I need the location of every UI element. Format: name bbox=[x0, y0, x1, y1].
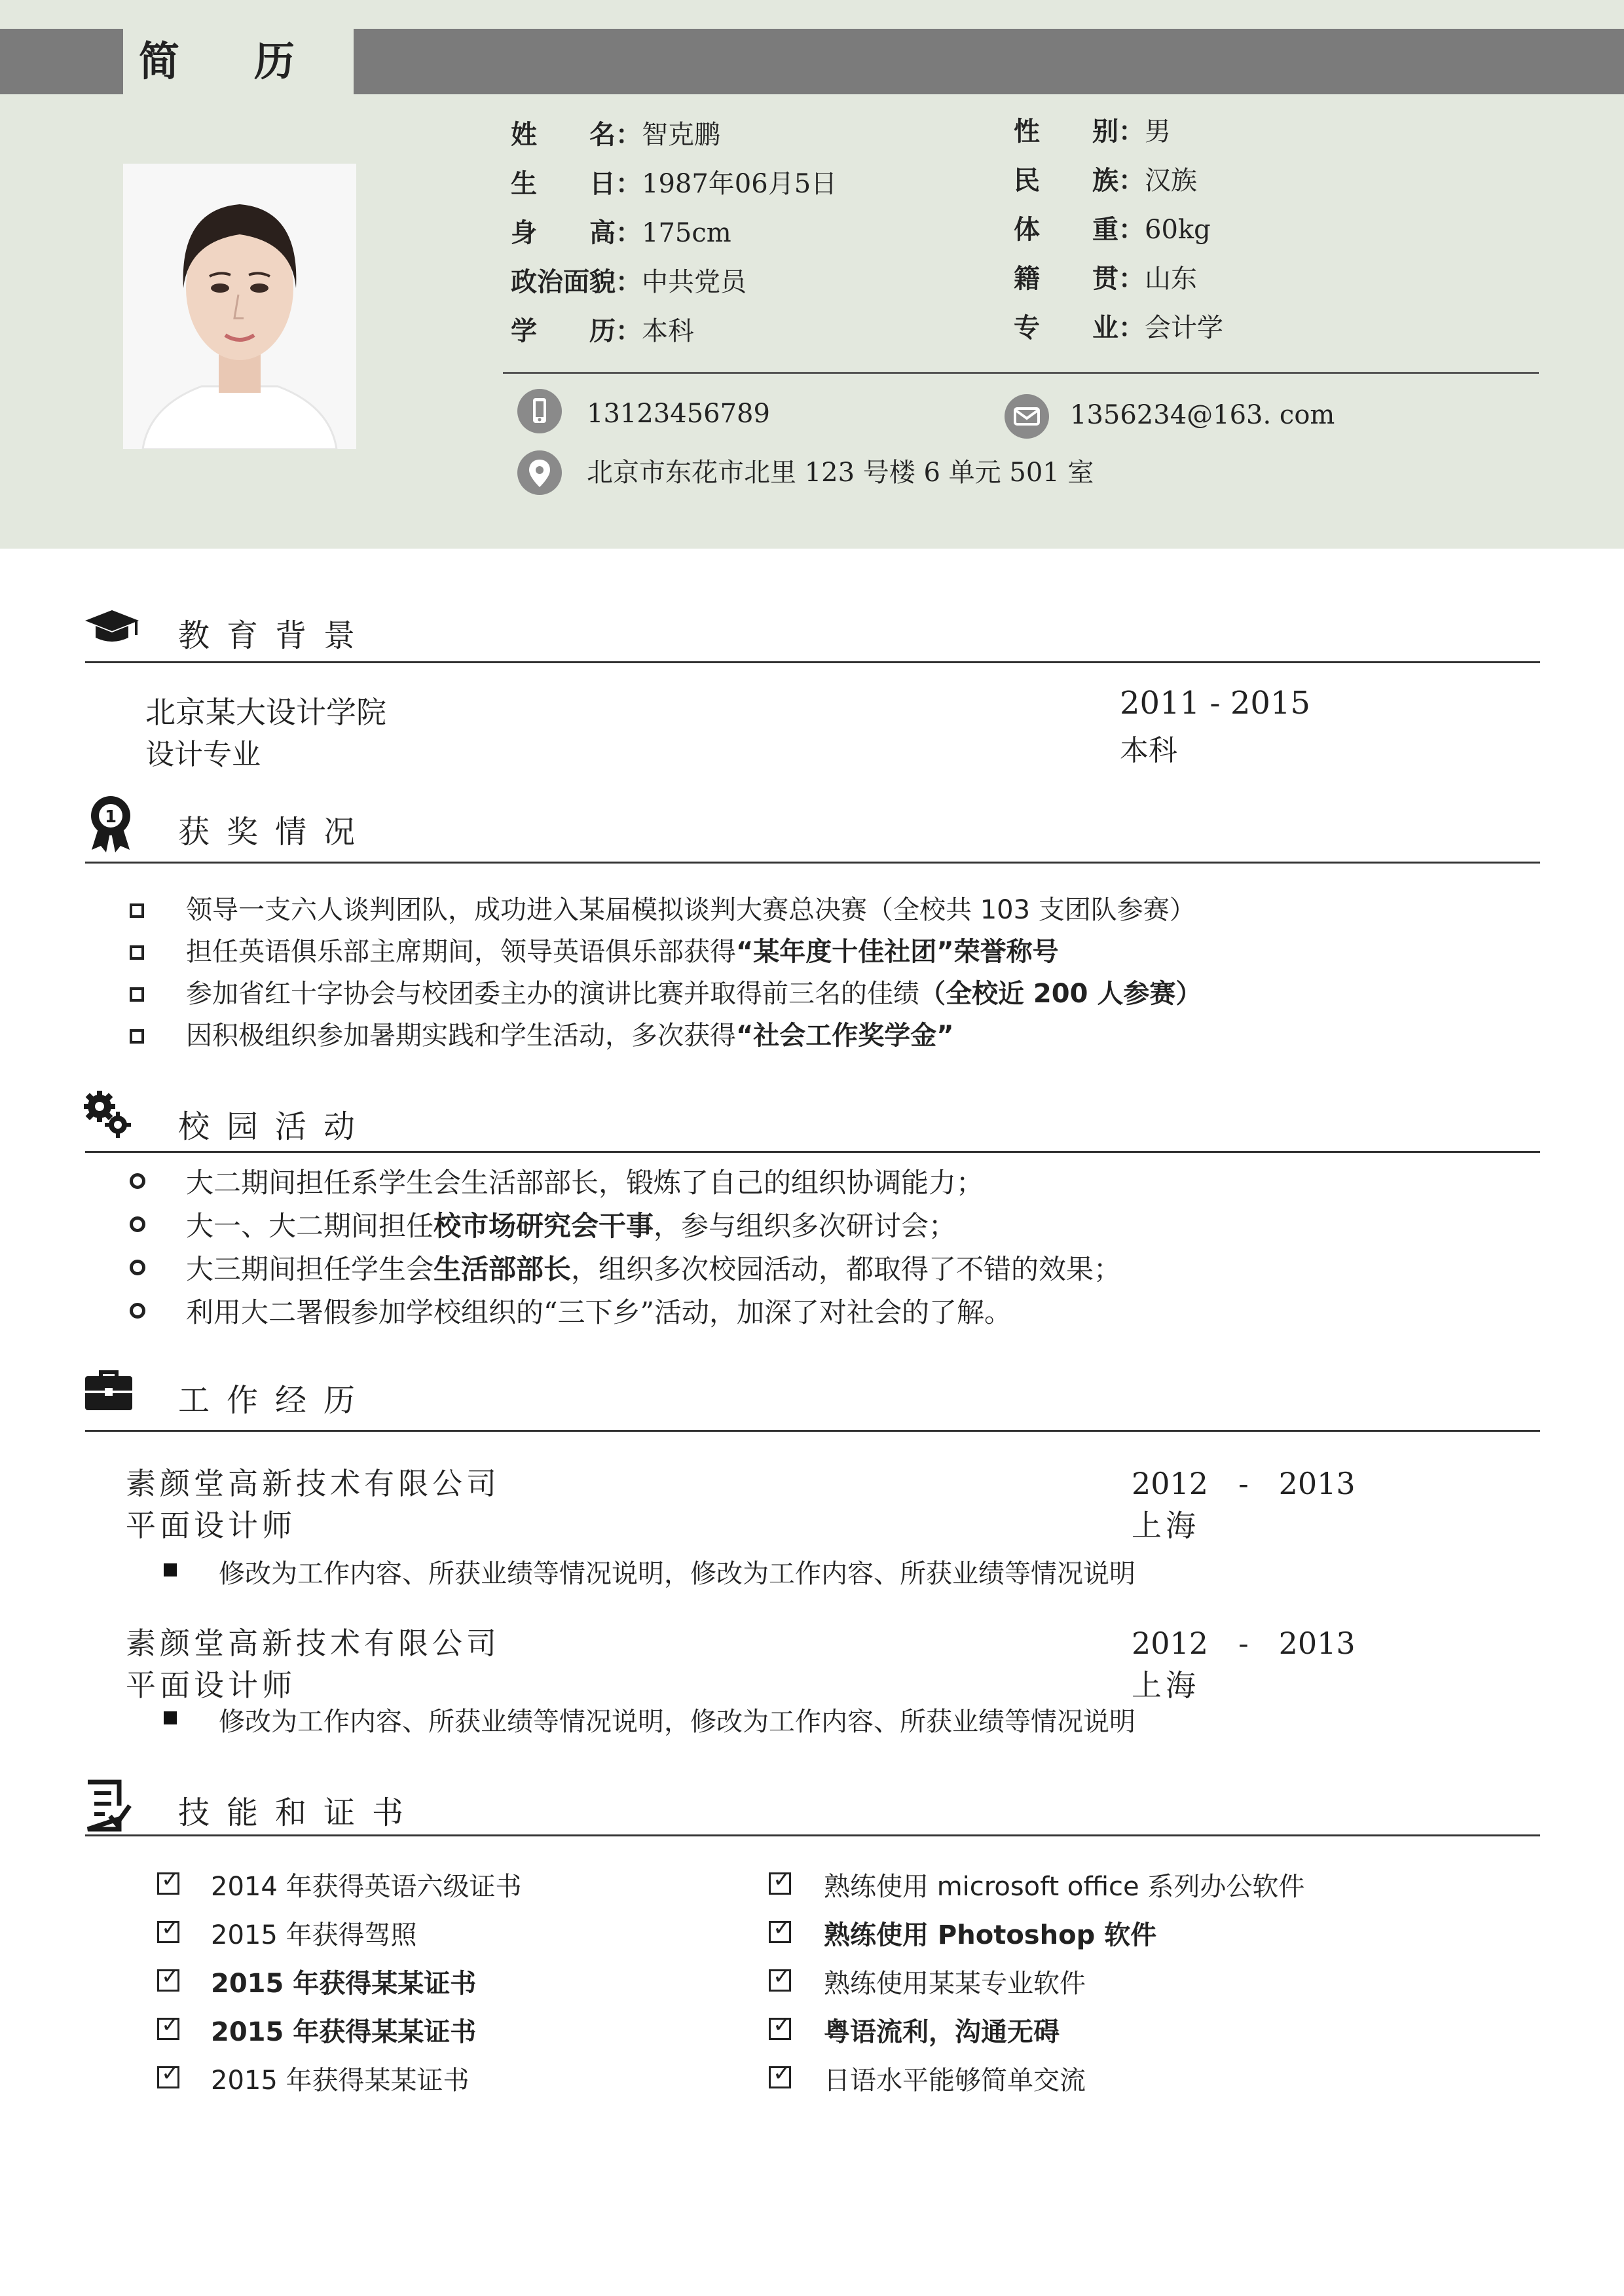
list-bullet bbox=[164, 1711, 177, 1724]
checkbox-checked: ✓ bbox=[157, 1969, 179, 1992]
info-value: 男 bbox=[1145, 117, 1171, 147]
campus-item: 大二期间担任系学生会生活部部长，锻炼了自己的组织协调能力； bbox=[186, 1167, 984, 1199]
section-divider bbox=[85, 862, 1540, 864]
info-label: 性 别： bbox=[1014, 117, 1145, 147]
education-degree: 本科 bbox=[1120, 734, 1177, 767]
contact-phone[interactable]: 13123456789 bbox=[587, 399, 770, 429]
skill-item: 熟练使用某某专业软件 bbox=[824, 1969, 1086, 1999]
work-company: 素颜堂高新技术有限公司 bbox=[126, 1466, 500, 1501]
skill-item: 2015 年获得某某证书 bbox=[211, 1969, 477, 1999]
skill-item: 粤语流利，沟通无碍 bbox=[824, 2017, 1060, 2047]
checkbox-checked: ✓ bbox=[157, 1872, 179, 1895]
list-bullet bbox=[130, 945, 144, 960]
section-title-skills: 技能和证书 bbox=[178, 1795, 421, 1831]
info-value: 中共党员 bbox=[642, 267, 747, 297]
info-major bbox=[1014, 311, 1223, 345]
section-divider bbox=[85, 1151, 1540, 1153]
phone-icon bbox=[517, 389, 562, 433]
section-title-work: 工作经历 bbox=[178, 1382, 373, 1419]
skill-item: 2015 年获得某某证书 bbox=[211, 2017, 477, 2047]
checkbox-checked: ✓ bbox=[769, 1872, 791, 1895]
info-label: 身 高： bbox=[511, 218, 642, 248]
gears-icon bbox=[83, 1089, 132, 1142]
list-bullet bbox=[130, 987, 144, 1002]
education-years: 2011 - 2015 bbox=[1120, 685, 1311, 721]
award-ribbon-icon bbox=[88, 795, 134, 856]
checkbox-checked: ✓ bbox=[157, 2066, 179, 2088]
title-bar-left bbox=[0, 29, 123, 94]
list-bullet bbox=[130, 1260, 145, 1275]
list-bullet bbox=[130, 903, 144, 918]
info-gender bbox=[1014, 115, 1171, 149]
section-divider bbox=[85, 661, 1540, 663]
info-political bbox=[511, 265, 747, 299]
campus-item: 利用大二署假参加学校组织的“三下乡”活动，加深了对社会的了解。 bbox=[186, 1296, 1012, 1328]
skill-item: 2015 年获得驾照 bbox=[211, 1920, 417, 1950]
skill-item: 熟练使用 microsoft office 系列办公软件 bbox=[824, 1872, 1305, 1902]
skill-item: 熟练使用 Photoshop 软件 bbox=[824, 1920, 1157, 1950]
list-bullet bbox=[130, 1216, 145, 1232]
info-value: 汉族 bbox=[1145, 166, 1197, 196]
list-bullet bbox=[164, 1563, 177, 1576]
location-icon bbox=[517, 450, 562, 495]
section-title-awards: 获奖情况 bbox=[178, 814, 373, 850]
award-item: 参加省红十字协会与校团委主办的演讲比赛并取得前三名的佳绩（全校近 200 人参赛） bbox=[186, 979, 1202, 1009]
graduation-cap-icon bbox=[84, 608, 140, 649]
info-height bbox=[511, 216, 731, 250]
work-city: 上海 bbox=[1132, 1667, 1200, 1703]
info-value: 60kg bbox=[1145, 215, 1211, 245]
info-label: 生 日： bbox=[511, 169, 642, 199]
header-divider bbox=[503, 372, 1539, 374]
skill-item: 2015 年获得某某证书 bbox=[211, 2066, 470, 2096]
checkbox-checked: ✓ bbox=[769, 1921, 791, 1943]
checkbox-checked: ✓ bbox=[157, 2018, 179, 2040]
info-value: 会计学 bbox=[1145, 313, 1223, 343]
list-bullet bbox=[130, 1303, 145, 1319]
info-label: 学 历： bbox=[511, 316, 642, 346]
mail-icon bbox=[1005, 394, 1049, 439]
info-value: 1987年06月5日 bbox=[642, 169, 838, 199]
work-description: 修改为工作内容、所获业绩等情况说明，修改为工作内容、所获业绩等情况说明 bbox=[219, 1559, 1135, 1589]
info-value: 山东 bbox=[1145, 264, 1197, 294]
info-label: 民 族： bbox=[1014, 166, 1145, 196]
checkbox-checked: ✓ bbox=[769, 2018, 791, 2040]
info-weight bbox=[1014, 213, 1211, 247]
info-label: 体 重： bbox=[1014, 215, 1145, 245]
award-item: 担任英语俱乐部主席期间，领导英语俱乐部获得“某年度十佳社团”荣誉称号 bbox=[186, 937, 1059, 967]
certificate-list-icon bbox=[85, 1779, 132, 1834]
section-title-education: 教育背景 bbox=[178, 617, 373, 654]
info-value: 智克鹏 bbox=[642, 120, 720, 150]
checkbox-checked: ✓ bbox=[157, 1921, 179, 1943]
title-bar-right bbox=[354, 29, 1624, 94]
checkbox-checked: ✓ bbox=[769, 2066, 791, 2088]
work-position: 平面设计师 bbox=[126, 1508, 296, 1543]
award-item: 因积极组织参加暑期实践和学生活动，多次获得“社会工作奖学金” bbox=[186, 1021, 954, 1051]
profile-photo bbox=[123, 164, 356, 449]
campus-item: 大三期间担任学生会生活部部长，组织多次校园活动，都取得了不错的效果； bbox=[186, 1253, 1122, 1285]
contact-address: 北京市东花市北里 123 号楼 6 单元 501 室 bbox=[587, 458, 1094, 488]
briefcase-icon bbox=[84, 1370, 134, 1414]
svg-text:1: 1 bbox=[104, 807, 117, 827]
work-company: 素颜堂高新技术有限公司 bbox=[126, 1626, 500, 1661]
page-title: 简历 bbox=[139, 37, 370, 85]
info-value: 175cm bbox=[642, 218, 731, 248]
info-label: 专 业： bbox=[1014, 313, 1145, 343]
info-label: 籍 贯： bbox=[1014, 264, 1145, 294]
info-label: 政治面貌： bbox=[511, 267, 642, 297]
info-label: 姓 名： bbox=[511, 120, 642, 150]
work-years: 2012 - 2013 bbox=[1132, 1626, 1356, 1661]
work-years: 2012 - 2013 bbox=[1132, 1466, 1356, 1501]
list-bullet bbox=[130, 1173, 145, 1189]
work-position: 平面设计师 bbox=[126, 1667, 296, 1703]
section-divider bbox=[85, 1430, 1540, 1432]
list-bullet bbox=[130, 1029, 144, 1044]
info-birthday bbox=[511, 167, 837, 201]
info-education bbox=[511, 314, 694, 348]
work-description: 修改为工作内容、所获业绩等情况说明，修改为工作内容、所获业绩等情况说明 bbox=[219, 1707, 1135, 1737]
info-ethnicity bbox=[1014, 164, 1197, 198]
award-item: 领导一支六人谈判团队，成功进入某届模拟谈判大赛总决赛（全校共 103 支团队参赛） bbox=[186, 895, 1196, 925]
info-hometown bbox=[1014, 262, 1197, 296]
skill-item: 2014 年获得英语六级证书 bbox=[211, 1872, 522, 1902]
campus-item: 大一、大二期间担任校市场研究会干事，参与组织多次研讨会； bbox=[186, 1210, 957, 1242]
contact-email[interactable]: 1356234@163. com bbox=[1070, 400, 1335, 430]
info-value: 本科 bbox=[642, 316, 694, 346]
education-school: 北京某大设计学院 bbox=[145, 695, 386, 730]
work-city: 上海 bbox=[1132, 1508, 1200, 1543]
info-name bbox=[511, 118, 720, 152]
checkbox-checked: ✓ bbox=[769, 1969, 791, 1992]
education-major: 设计专业 bbox=[145, 738, 261, 771]
section-divider bbox=[85, 1834, 1540, 1836]
section-title-campus: 校园活动 bbox=[178, 1108, 373, 1145]
skill-item: 日语水平能够简单交流 bbox=[824, 2066, 1086, 2096]
